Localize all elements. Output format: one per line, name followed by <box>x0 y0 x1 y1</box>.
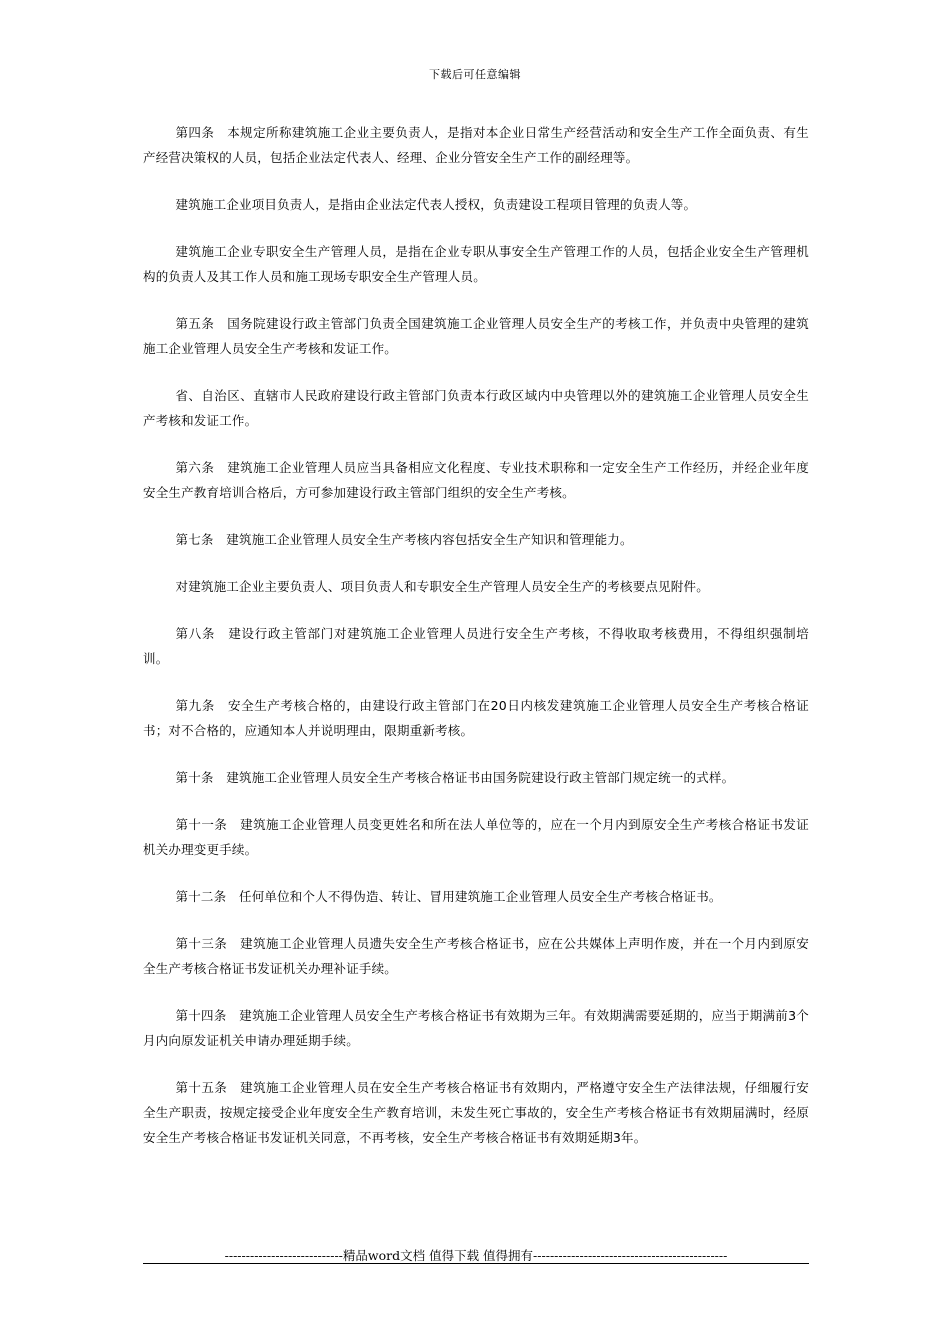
article-7-appendix: 对建筑施工企业主要负责人、项目负责人和专职安全生产管理人员安全生产的考核要点见附件。 <box>175 579 709 594</box>
article-5-provincial: 省、自治区、直辖市人民政府建设行政主管部门负责本行政区域内中央管理以外的建筑施工企业管理人员安全生产考核和发证工作。 <box>143 388 809 428</box>
article-13: 第十三条 建筑施工企业管理人员遗失安全生产考核合格证书，应在公共媒体上声明作废，并在一个月内到原安全生产考核合格证书发证机关办理补证手续。 <box>143 936 809 976</box>
article-11: 第十一条 建筑施工企业管理人员变更姓名和所在法人单位等的，应在一个月内到原安全生产考核合格证书发证机关办理变更手续。 <box>143 817 809 857</box>
page-footer: ----------------------------精品word文档 值得下载 值得拥有---------------------------------------------- <box>224 1248 728 1263</box>
article-4: 第四条 本规定所称建筑施工企业主要负责人，是指对本企业日常生产经营活动和安全生产工作全面负责、有生产经营决策权的人员，包括企业法定代表人、经理、企业分管安全生产工作的副经理等。 <box>143 125 809 165</box>
article-9: 第九条 安全生产考核合格的，由建设行政主管部门在20日内核发建筑施工企业管理人员安全生产考核合格证书；对不合格的，应通知本人并说明理由，限期重新考核。 <box>143 698 809 738</box>
article-4-project-lead: 建筑施工企业项目负责人，是指由企业法定代表人授权，负责建设工程项目管理的负责人等。 <box>175 197 697 212</box>
article-6: 第六条 建筑施工企业管理人员应当具备相应文化程度、专业技术职称和一定安全生产工作经历，并经企业年度安全生产教育培训合格后，方可参加建设行政主管部门组织的安全生产考核。 <box>143 460 809 500</box>
article-5: 第五条 国务院建设行政主管部门负责全国建筑施工企业管理人员安全生产的考核工作，并负责中央管理的建筑施工企业管理人员安全生产考核和发证工作。 <box>143 316 809 356</box>
page-header: 下载后可任意编辑 <box>429 68 521 81</box>
article-10: 第十条 建筑施工企业管理人员安全生产考核合格证书由国务院建设行政主管部门规定统一的式样。 <box>175 770 735 785</box>
article-12: 第十二条 任何单位和个人不得伪造、转让、冒用建筑施工企业管理人员安全生产考核合格证书。 <box>175 889 722 904</box>
article-14: 第十四条 建筑施工企业管理人员安全生产考核合格证书有效期为三年。有效期满需要延期的，应当于期满前3个月内向原发证机关申请办理延期手续。 <box>143 1008 809 1048</box>
article-4-safety-staff: 建筑施工企业专职安全生产管理人员，是指在企业专职从事安全生产管理工作的人员，包括企业安全生产管理机构的负责人及其工作人员和施工现场专职安全生产管理人员。 <box>143 244 809 284</box>
article-15: 第十五条 建筑施工企业管理人员在安全生产考核合格证书有效期内，严格遵守安全生产法律法规，仔细履行安全生产职责，按规定接受企业年度安全生产教育培训，未发生死亡事故的，安全生产考核合格证书有效期届满时，经原安全生产考核合格证书发证机关同意，不再考核，安全生产考核合格证书有效期延期3年。 <box>143 1080 809 1145</box>
article-7: 第七条 建筑施工企业管理人员安全生产考核内容包括安全生产知识和管理能力。 <box>175 532 633 547</box>
document-body <box>143 120 809 1172</box>
article-8: 第八条 建设行政主管部门对建筑施工企业管理人员进行安全生产考核，不得收取考核费用，不得组织强制培训。 <box>143 626 809 666</box>
footer-divider <box>143 1263 809 1264</box>
